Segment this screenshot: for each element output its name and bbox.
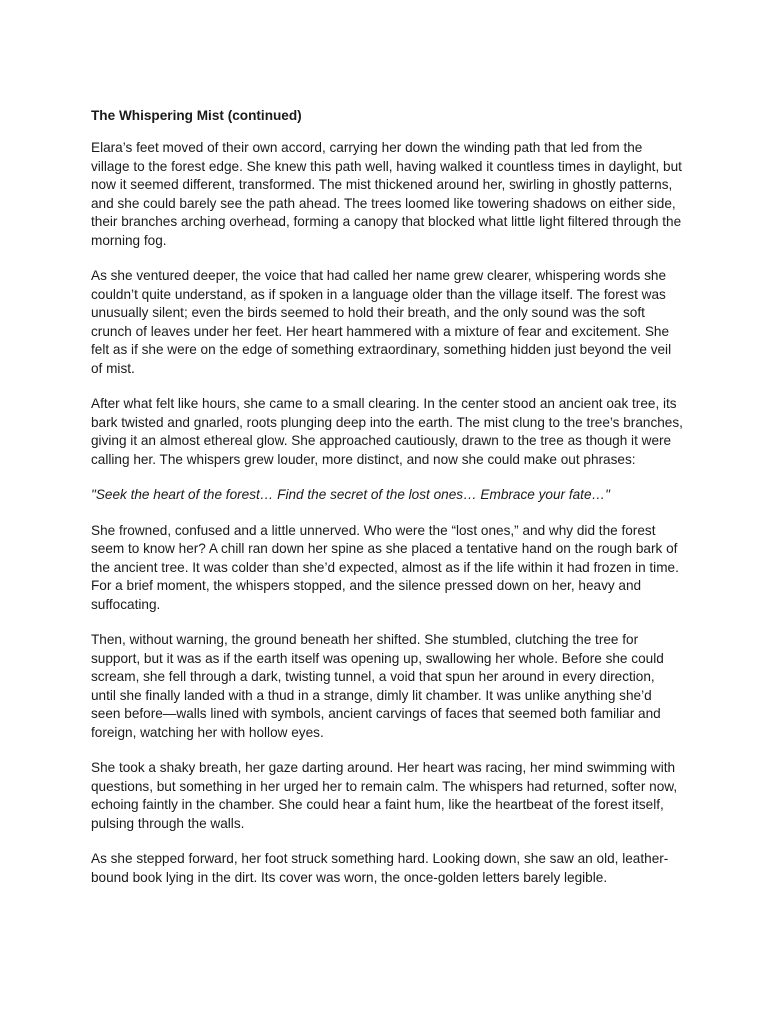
document-title: The Whispering Mist (continued) [91, 108, 302, 123]
paragraph-7: She took a shaky breath, her gaze darting around. Her heart was racing, her mind swimming with questions, but something in her urged her to remain calm. The whispers had returned, softer now, echoing faintly in the chamber. She could hear a faint hum, like the heartbeat of the forest itself, pulsing through the walls. [91, 760, 678, 831]
paragraph-6: Then, without warning, the ground beneath her shifted. She stumbled, clutching the tree for support, but it was as if the earth itself was opening up, swallowing her whole. Before she could scream, she fell through a dark, twisting tunnel, a void that spun her around in every direction, until she finally landed with a thud in a strange, dimly lit chamber. It was unlike anything she’d seen before—walls lined with symbols, ancient carvings of faces that seemed both familiar and foreign, watching her with hollow eyes. [91, 632, 664, 740]
paragraph-1: Elara’s feet moved of their own accord, carrying her down the winding path that led from the village to the forest edge. She knew this path well, having walked it countless times in daylight, but now it seemed different, transformed. The mist thickened around her, swirling in ghostly patterns, and she could barely see the path ahead. The trees loomed like towering shadows on either side, their branches arching overhead, forming a canopy that blocked what little light filtered through the morning fog. [91, 140, 682, 248]
paragraph-8: As she stepped forward, her foot struck something hard. Looking down, she saw an old, leather-bound book lying in the dirt. Its cover was worn, the once-golden letters barely legible. [91, 851, 669, 885]
whispered-quote: "Seek the heart of the forest… Find the secret of the lost ones… Embrace your fate…" [91, 487, 610, 502]
paragraph-3: After what felt like hours, she came to a small clearing. In the center stood an ancient oak tree, its bark twisted and gnarled, roots plunging deep into the earth. The mist clung to the tree’s branches, giving it an almost ethereal glow. She approached cautiously, drawn to the tree as though it were calling her. The whispers grew louder, more distinct, and now she could make out phrases: [91, 396, 683, 467]
document-page [91, 106, 683, 904]
paragraph-5: She frowned, confused and a little unnerved. Who were the “lost ones,” and why did the forest seem to know her? A chill ran down her spine as she placed a tentative hand on the rough bark of the ancient tree. It was colder than she’d expected, almost as if the life within it had frozen in time. For a brief moment, the whispers stopped, and the silence pressed down on her, heavy and suffocating. [91, 522, 679, 612]
paragraph-2: As she ventured deeper, the voice that had called her name grew clearer, whispering words she couldn’t quite understand, as if spoken in a language older than the village itself. The forest was unusually silent; even the birds seemed to hold their breath, and the only sound was the soft crunch of leaves under her feet. Her heart hammered with a mixture of fear and excitement. She felt as if she were on the edge of something extraordinary, something hidden just beyond the veil of mist. [91, 268, 672, 376]
